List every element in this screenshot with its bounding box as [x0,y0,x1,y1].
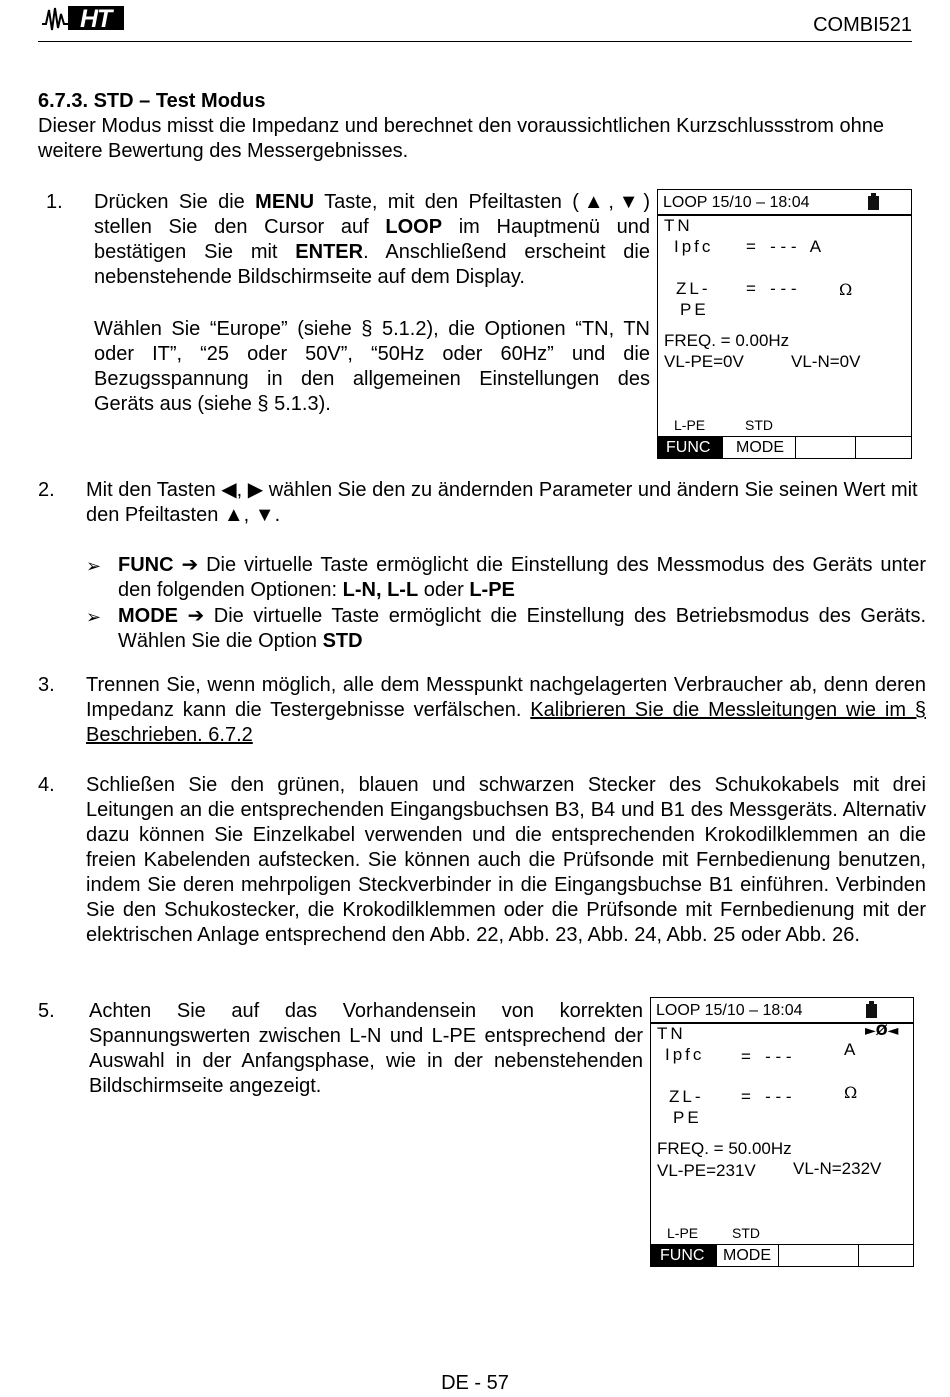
section-title: 6.7.3. STD – Test Modus [38,90,266,112]
battery-icon [866,1004,877,1018]
softkey-row [658,436,911,458]
func-selection: L-PE [674,417,706,433]
ipfc-label: Ipfc [665,1045,705,1064]
func-key-label: FUNC [118,554,174,576]
softkey-row [651,1244,913,1266]
step-1-text-d: . Anschließend erscheint die nebenstehende Bildschirmseite auf dem Display. [94,241,650,288]
ipfc-unit: A [844,1040,856,1059]
step-3-number: 3. [38,674,55,696]
logo-text: HT [80,5,112,33]
step-2-number: 2. [38,479,55,501]
screen-header: LOOP 15/10 – 18:04 [663,194,810,211]
product-name: COMBI521 [813,14,912,36]
zl-label-2: PE [673,1108,702,1127]
step-1-text [94,190,650,290]
func-bullet-text [118,553,926,603]
zl-value: = - - - [746,279,797,298]
ht-logo [40,2,128,34]
zl-label: ZL- [676,279,711,298]
step-1-text-b: Taste, mit den Pfeiltasten (▲,▼) stellen Sie den Cursor auf [94,191,650,238]
step-4-number: 4. [38,774,55,796]
softkey-empty-4[interactable] [855,437,911,458]
step-4-text: Schließen Sie den grünen, blauen und schwarzen Stecker des Schukokabels mit drei Leitungen an die entsprechenden Eingangsbuchsen B3, B4 und B1 des Messgeräts. Alternativ dazu können Sie Einzelkabel verwenden und die entsprechenden Krokodilklemmen an die freien Kabelenden aufstecken. Sie können auch die Prüfsonde mit Fernbedienung benutzen, indem Sie deren mehrpoligen Steckverbinder in die Eingangsbuchse B1 einführen. Verbinden Sie den Schukostecker, die Krokodilklemmen oder die Prüfsonde mit Fernbedienung mit der elektrischen Anlage entsprechend den Abb. 22, Abb. 23, Abb. 24, Abb. 25 oder Abb. 26. [86,774,926,946]
step-2-text: Mit den Tasten ◀, ▶ wählen Sie den zu ändernden Parameter und ändern Sie seinen Wert mit den Pfeiltasten ▲, ▼. [86,479,918,526]
mode-key-label: MODE [118,605,178,627]
func-options-or: oder [418,579,470,601]
func-softkey[interactable]: FUNC [658,437,723,458]
page-number: DE - 57 [441,1372,509,1394]
bullet-icon: ➢ [86,556,102,576]
freq-readout: FREQ. = 50.00Hz [657,1139,792,1158]
ohm-unit: Ω [839,280,853,299]
step-3-desc: Trennen Sie, wenn möglich, alle dem Messpunkt nachgelagerten Verbraucher ab, denn deren Impedanz kann die Testergebnisse verfälschen. [86,674,926,721]
zl-label: ZL- [669,1087,704,1106]
step-1-number: 1. [46,191,63,213]
loop-label: LOOP [385,216,443,238]
header-rule [38,41,912,42]
softkey-empty-3[interactable] [796,437,856,458]
system-label: TN [657,1024,686,1043]
vln-readout: VL-N=0V [791,352,861,371]
func-bullet-desc: Die virtuelle Taste ermöglicht die Einstellung des Messmodus des Geräts unter den folgenden Optionen: [118,554,926,601]
zl-label-2: PE [680,300,709,319]
vlpe-readout: VL-PE=231V [657,1161,756,1180]
vln-readout: VL-N=232V [793,1159,882,1178]
mode-bullet-text [118,604,926,654]
system-label: TN [664,216,693,235]
screen-header-rule [658,214,911,216]
ipfc-label: Ipfc [674,237,714,256]
step-5-text: Achten Sie auf das Vorhandensein von korrekten Spannungswerten zwischen L-N und L-PE entsprechend der Auswahl in der Anfangsphase, wie in der nebenstehenden Bildschirmseite angezeigt. [89,1000,643,1097]
battery-icon [868,196,879,210]
func-options: L-N, L-L [342,579,419,601]
phase-rotation-icon: ►Ø◄ [865,1023,899,1039]
arrow-right-icon: ➔ [187,605,205,627]
step-3-text [86,673,926,748]
step-1-text-c: im Hauptmenü und bestätigen Sie mit [94,216,650,263]
screen-header: LOOP 15/10 – 18:04 [656,1002,803,1019]
func-option-lpe: L-PE [469,579,515,601]
ipfc-value: = - - - [741,1047,792,1066]
mode-selection: STD [745,417,773,433]
menu-key-label: MENU [255,191,315,213]
display-screen-2 [650,997,914,1267]
softkey-empty-3[interactable] [779,1245,859,1266]
mode-bullet-desc: Die virtuelle Taste ermöglicht die Einstellung des Betriebsmodus des Geräts. Wählen Sie die Option [118,605,926,652]
arrow-right-icon: ➔ [181,554,199,576]
std-option: STD [322,630,363,652]
func-softkey[interactable]: FUNC [651,1245,717,1266]
zl-value: = - - - [741,1087,792,1106]
mode-softkey[interactable]: MODE [717,1245,779,1266]
bullet-icon: ➢ [86,607,102,627]
step-1-text-a: Drücken Sie die [94,191,256,213]
freq-readout: FREQ. = 0.00Hz [664,331,790,350]
ipfc-value: = - - - A [746,237,822,256]
display-screen-1 [657,189,912,459]
softkey-empty-4[interactable] [858,1245,913,1266]
ohm-unit: Ω [844,1083,858,1102]
section-intro: Dieser Modus misst die Impedanz und berechnet den voraussichtlichen Kurzschlussstrom ohne weitere Bewertung des Messergebnisses. [38,115,884,162]
mode-softkey[interactable]: MODE [723,437,796,458]
mode-selection: STD [732,1225,760,1241]
step-5-number: 5. [38,1000,55,1022]
calibration-link[interactable]: Kalibrieren Sie die Messleitungen wie im § Beschrieben. 6.7.2 [86,699,926,746]
enter-key-label: ENTER [295,241,364,263]
vlpe-readout: VL-PE=0V [664,352,744,371]
func-selection: L-PE [667,1225,699,1241]
step-1-paragraph-2: Wählen Sie “Europe” (siehe § 5.1.2), die Optionen “TN, TN oder IT”, “25 oder 50V”, “50Hz oder 60Hz” und die Bezugsspannung in den allgemeinen Einstellungen des Geräts aus (siehe § 5.1.3). [94,318,650,415]
